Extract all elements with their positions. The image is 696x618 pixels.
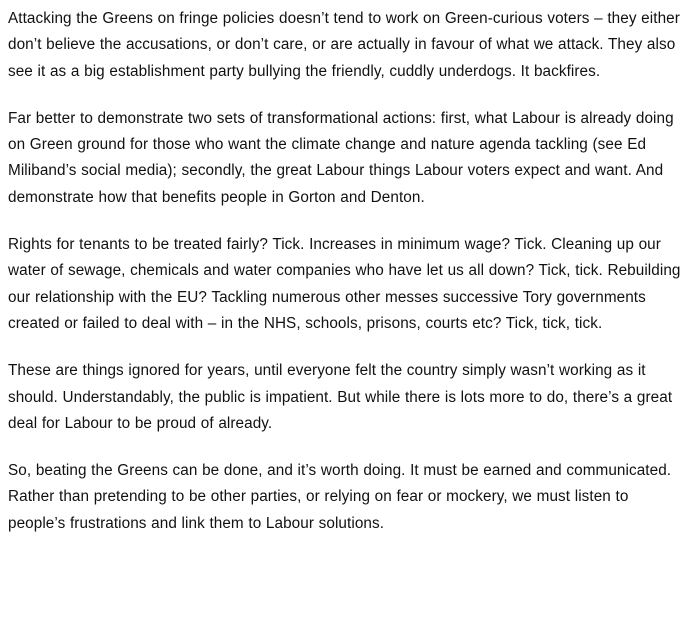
- article-paragraph: Rights for tenants to be treated fairly? Tick. Increases in minimum wage? Tick. Cleaning up our water of sewage, chemicals and water companies who have let us all down? Tick, tick. Rebuilding our relationship with the EU? Tackling numerous other messes successive Tory governments created or failed to deal with – in the NHS, schools, prisons, courts etc? Tick, tick, tick.: [8, 236, 681, 332]
- article-paragraph: Far better to demonstrate two sets of transformational actions: first, what Labour is already doing on Green ground for those who want the climate change and nature agenda tackling (see Ed Miliband’s social media); secondly, the great Labour things Labour voters expect and want. And demonstrate how that benefits people in Gorton and Denton.: [8, 109, 674, 206]
- article-paragraph: So, beating the Greens can be done, and it’s worth doing. It must be earned and communicated. Rather than pretending to be other parties, or relying on fear or mockery, we must listen to people’s frustrations and link them to Labour solutions.: [8, 462, 672, 532]
- article-paragraph: These are things ignored for years, until everyone felt the country simply wasn’t working as it should. Understandably, the public is impatient. But while there is lots more to do, there’s a great deal for Labour to be proud of already.: [8, 362, 673, 432]
- article-paragraph: Attacking the Greens on fringe policies doesn’t tend to work on Green-curious voters – they either don’t believe the accusations, or don’t care, or are actually in favour of what we attack. They also see it as a big establishment party bullying the friendly, cuddly underdogs. It backfires.: [8, 10, 680, 80]
